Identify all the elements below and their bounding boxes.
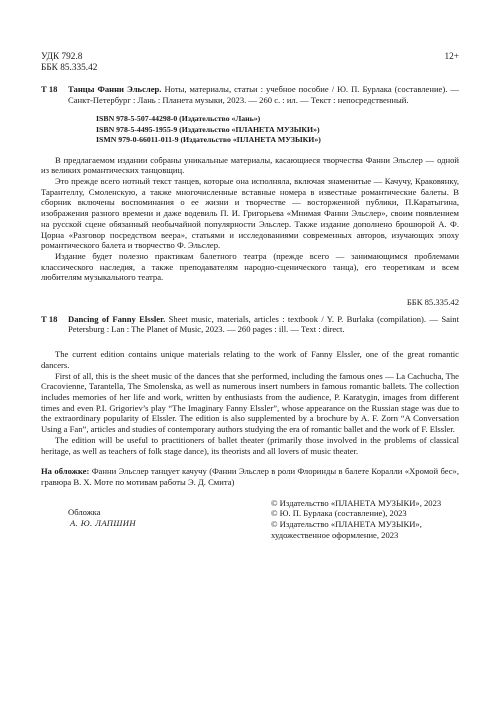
abstract-ru-paragraph: Это прежде всего нотный текст танцев, которые она исполняла, включая знаменитые — Качучу, Краковянку, Тарантеллу, Смоленскую, а также многочисленные вставные номера в известные романтические балеты. В сборник включены воспоминания о ее жизни и творчестве — восторженной публики, П.Каратыгина, изображения разного времени и даже водевиль П. И. Григорьева «Мнимая Фанни Эльслер», своим появлением на русской сцене обязанный необычайной популярности Эльслер. Также издание дополнено брошюрой А. Ф. Цорна «Разговор посредством веера», статьями и исследованиями современных авторов, изучающих эпоху романтического балета и творчество Ф. Эльслер. <box>41 176 459 251</box>
designer-label: Обложка <box>68 506 101 517</box>
bbk-code-right: ББК 85.335.42 <box>406 297 459 308</box>
copyright-line: © Издательство «ПЛАНЕТА МУЗЫКИ», 2023 <box>271 497 442 508</box>
russian-catalog-entry <box>41 84 459 105</box>
abstract-en-paragraph: The edition will be useful to practitioners of ballet theater (primarily those involved in the problems of classical heritage, as well as teachers of folk stage dance), its theorists and all lovers of music theater. <box>41 434 459 456</box>
ismn-planeta: ISMN 979-0-66011-011-9 (Издательство «ПЛАНЕТА МУЗЫКИ») <box>96 135 321 145</box>
book-title-en: Dancing of Fanny Elssler. <box>68 313 166 324</box>
isbn-list <box>41 114 459 145</box>
bbk-code: ББК 85.335.42 <box>41 63 98 73</box>
copyright-line: © Издательство «ПЛАНЕТА МУЗЫКИ», <box>271 519 422 530</box>
abstract-en-paragraph: First of all, this is the sheet music of the dances that she performed, including the famous ones — La Cachucha, The Cracovienne, Tarantella, The Smolenska, as well as numerous insert numbers in famous romantic ballets. The collection includes memories of her life and work, written by enthusiasts from the audience, P. Karatygin, images from different times and even P.I. Grigoriev’s play “The Imaginary Fanny Elssler”, whose appearance on the Russian stage was due to the extraordinary popularity of Elssler. The edition is also supplemented by a brochure by A. F. Zorn “A Conversation Using a Fan”, articles and studies of contemporary authors studying the era of romantic ballet and the work of F. Elssler. <box>41 370 459 435</box>
age-rating: 12+ <box>444 52 459 62</box>
copyright-block <box>271 498 441 541</box>
bibliographic-description-en: Sheet music, materials, articles : textbook / Y. P. Burlaka (compilation). — Saint Petersburg : Lan : The Planet of Music, 2023. — 260 pages : ill. — Text : direct. <box>68 313 459 335</box>
english-catalog-entry <box>41 314 459 335</box>
isbn-planeta: ISBN 978-5-4495-1955-9 (Издательство «ПЛАНЕТА МУЗЫКИ») <box>96 124 320 134</box>
isbn-lan: ISBN 978-5-507-44298-0 (Издательство «Лань») <box>96 114 261 124</box>
bibliographic-description-ru: Ноты, материалы, статьи : учебное пособие / Ю. П. Бурлака (составление). — Санкт-Петербург : Лань : Планета музыки, 2023. — 260 с. : ил. — Текст : непосредственный. <box>68 84 459 105</box>
cover-designer <box>68 507 136 529</box>
udk-code: УДК 792.8 <box>41 52 83 62</box>
classification-header <box>41 52 459 74</box>
author-mark-en: Т 18 <box>41 313 58 324</box>
book-title-ru: Танцы Фанни Эльслер. <box>68 84 162 94</box>
copyright-line: © Ю. П. Бурлака (составление), 2023 <box>271 508 407 519</box>
cover-note <box>41 466 459 487</box>
designer-name: А. Ю. ЛАПШИН <box>70 517 136 528</box>
abstract-ru <box>41 155 459 283</box>
cover-label: На обложке: <box>41 466 90 477</box>
abstract-ru-paragraph: В предлагаемом издании собраны уникальные материалы, касающиеся творчества Фанни Эльслер — одной из великих романтических танцовщиц. <box>41 154 459 176</box>
copyright-line: художественное оформление, 2023 <box>271 530 399 540</box>
cover-text: Фанни Эльслер танцует качучу (Фанни Эльслер в роли Флоринды в балете Коралли «Хромой бес», гравюра В. Х. Моте по мотивам работы Э. Д. Смита) <box>41 466 460 487</box>
abstract-en-paragraph: The current edition contains unique materials relating to the work of Fanny Elssler, one of the great romantic dancers. <box>41 349 459 370</box>
author-mark: Т 18 <box>41 84 58 94</box>
abstract-en <box>41 349 459 456</box>
abstract-ru-paragraph: Издание будет полезно практикам балетного театра (прежде всего — занимающимся проблемами классического наследия, а также преподавателям народно-сценического танца), его теоретикам и всем любителям музыкального театра. <box>41 250 459 283</box>
imprint-footer <box>41 498 459 558</box>
